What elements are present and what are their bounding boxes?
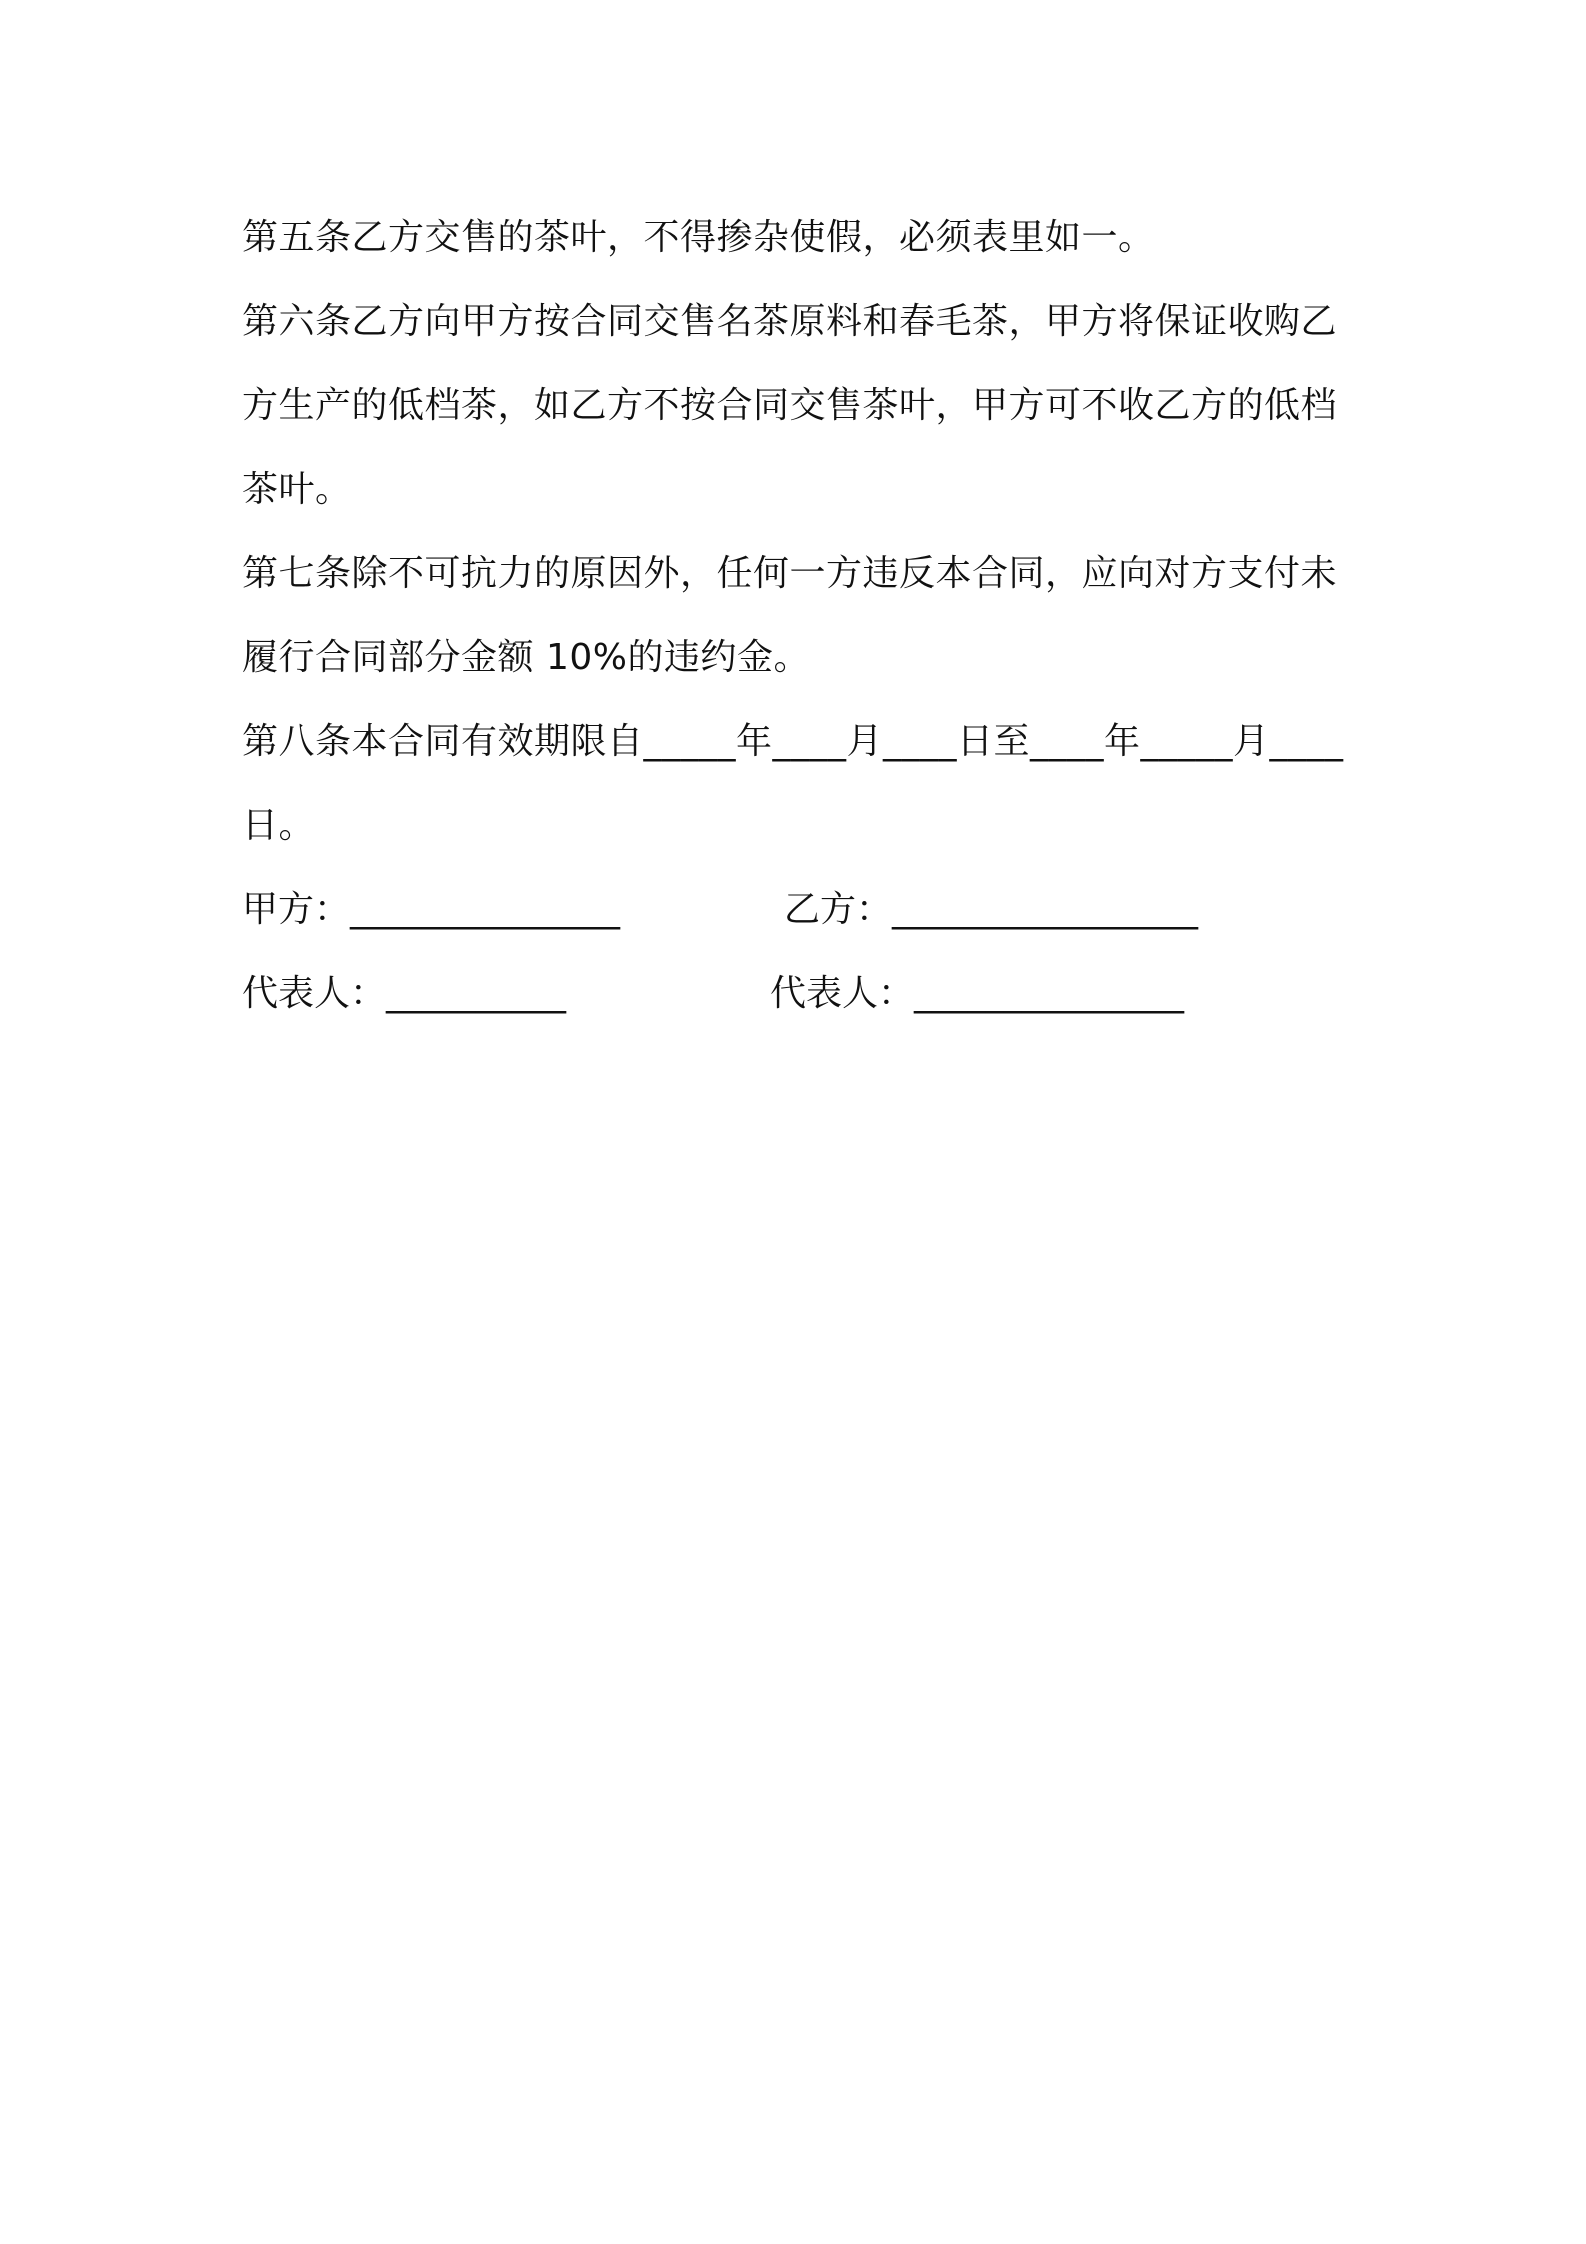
article-7: 第七条除不可抗力的原因外，任何一方违反本合同，应向对方支付未履行合同部分金额 10%的违约金。 (242, 553, 1338, 678)
representative-b-signature: 代表人：_______________ (770, 973, 1185, 1014)
article-6: 第六条乙方向甲方按合同交售名茶原料和春毛茶，甲方将保证收购乙方生产的低档茶，如乙方不按合同交售茶叶，甲方可不收乙方的低档茶叶。 (242, 301, 1338, 510)
party-a-signature: 甲方：_______________ (242, 889, 621, 930)
signature-row-representatives (242, 952, 1352, 1036)
document-body (242, 196, 1352, 1036)
article-8: 第八条本合同有效期限自_____年____月____日至____年_____月____日。 (242, 721, 1344, 846)
article-5: 第五条乙方交售的茶叶，不得掺杂使假，必须表里如一。 (242, 217, 1155, 258)
signature-row-parties (242, 868, 1352, 952)
party-b-signature: 乙方：_________________ (784, 889, 1199, 930)
representative-a-signature: 代表人：__________ (242, 973, 567, 1014)
